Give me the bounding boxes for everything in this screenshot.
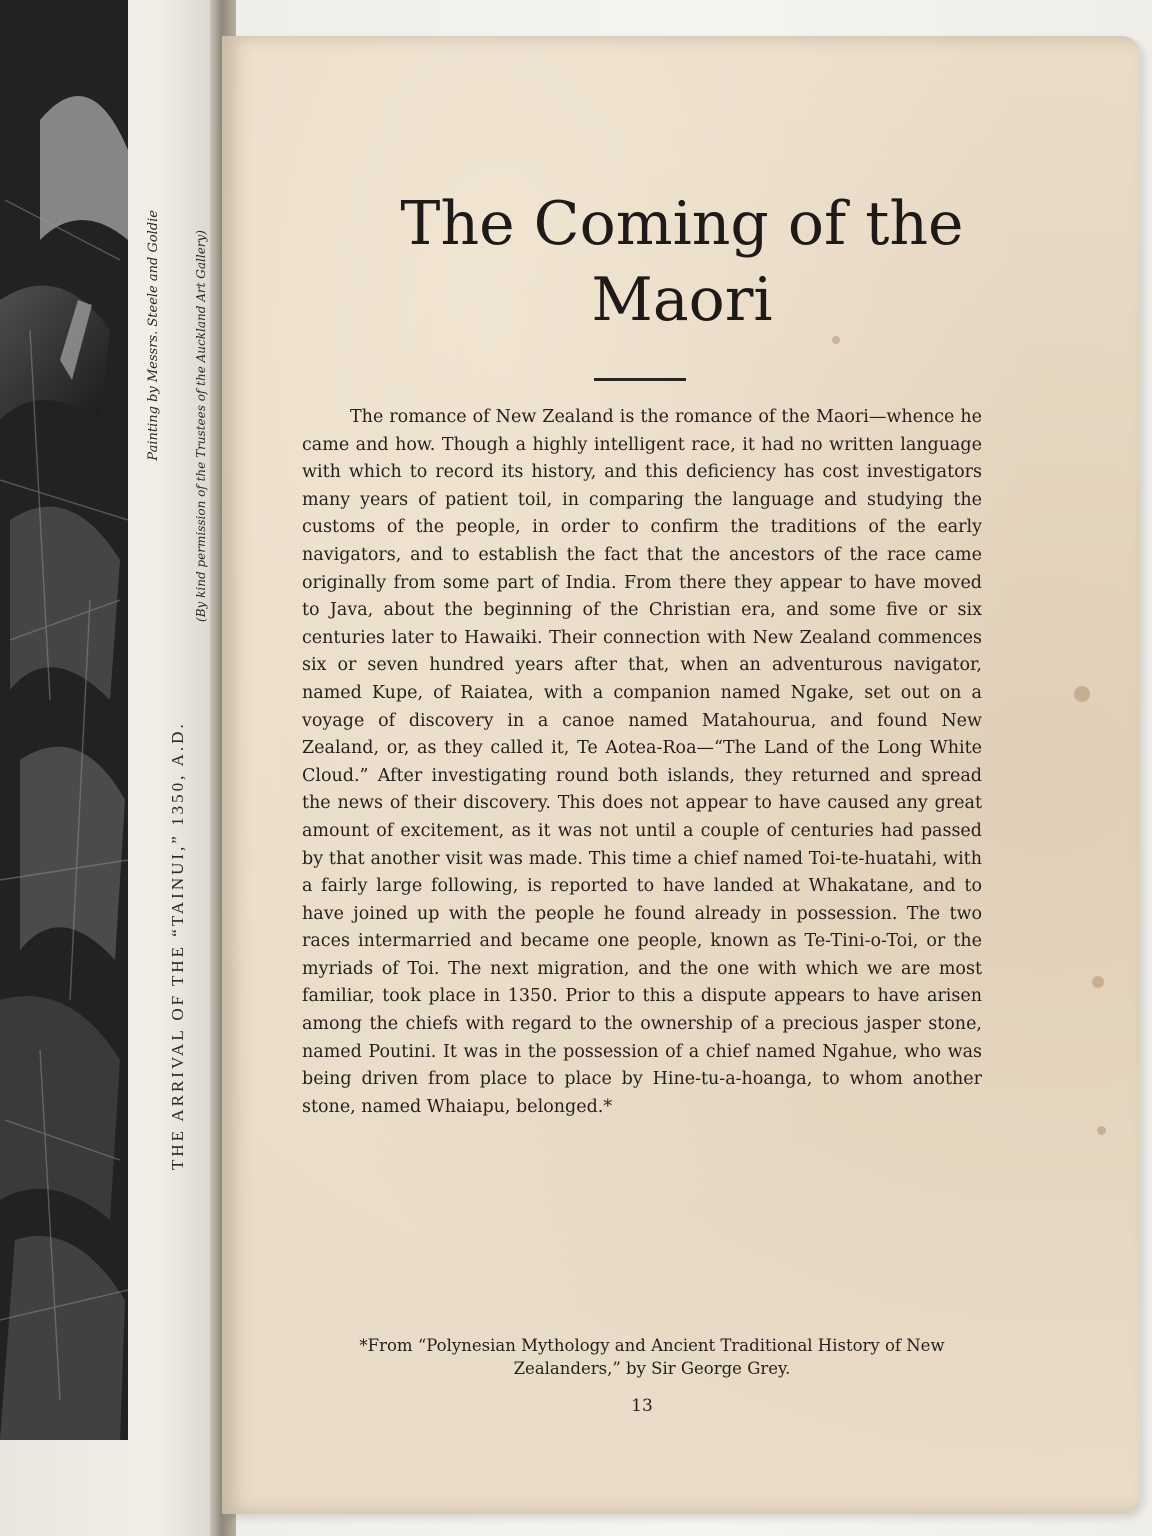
caption-credit: Painting by Messrs. Steele and Goldie: [146, 210, 161, 461]
footnote: *From “Polynesian Mythology and Ancient Traditional History of New Zealanders,” by Sir George Grey.: [359, 1336, 945, 1378]
engraving-illustration: [0, 0, 128, 1440]
left-page: [0, 0, 222, 1536]
foxing-stain: [1092, 976, 1104, 988]
page-number: 13: [631, 1396, 653, 1416]
title-divider: [594, 378, 686, 381]
plate-caption: [140, 60, 214, 1440]
caption-permission: (By kind permission of the Trustees of the Auckland Art Gallery): [194, 230, 208, 622]
body-paragraph: The romance of New Zealand is the romance of the Maori—whence he came and how. Though a highly intelligent race, it had no written language with which to record its history, and this deficiency has cost investigators many years of patient toil, in comparing the language and studying the customs of the people, in order to confirm the traditions of the early navigators, and to establish the fact that the ancestors of the race came originally from some part of India. From there they appear to have moved to Java, about the beginning of the Christian era, and some five or six centuries later to Hawaiki. Their connection with New Zealand commences six or seven hundred years after that, when an adventurous navigator, named Kupe, of Raiatea, with a companion named Ngake, set out on a voyage of discovery in a canoe named Matahourua, and found New Zealand, or, as they called it, Te Aotea-Roa—“The Land of the Long White Cloud.” After investigating round both islands, they returned and spread the news of their discovery. This does not appear to have caused any great amount of excitement, as it was not until a couple of centuries had passed by that another visit was made. This time a chief named Toi-te-huatahi, with a fairly large following, is reported to have landed at Whakatane, and to have joined up with the people he found already in possession. The two races intermarried and became one people, known as Te-Tini-o-Toi, or the myriads of Toi. The next migration, and the one with which we are most familiar, took place in 1350. Prior to this a dispute appears to have arisen among the chiefs with regard to the ownership of a precious jasper stone, named Poutini. It was in the possession of a chief named Ngahue, who was being driven from place to place by Hine-tu-a-hoanga, to whom another stone, named Whaiapu, belonged.*: [302, 407, 982, 1117]
engraving-texture: [0, 0, 128, 1440]
chapter-title: The Coming of the Maori: [400, 189, 964, 335]
caption-title: THE ARRIVAL OF THE “TAINUI,” 1350, A.D.: [168, 721, 187, 1170]
right-page: [222, 36, 1140, 1514]
foxing-stain: [1074, 686, 1090, 702]
foxing-stain: [1097, 1126, 1106, 1135]
